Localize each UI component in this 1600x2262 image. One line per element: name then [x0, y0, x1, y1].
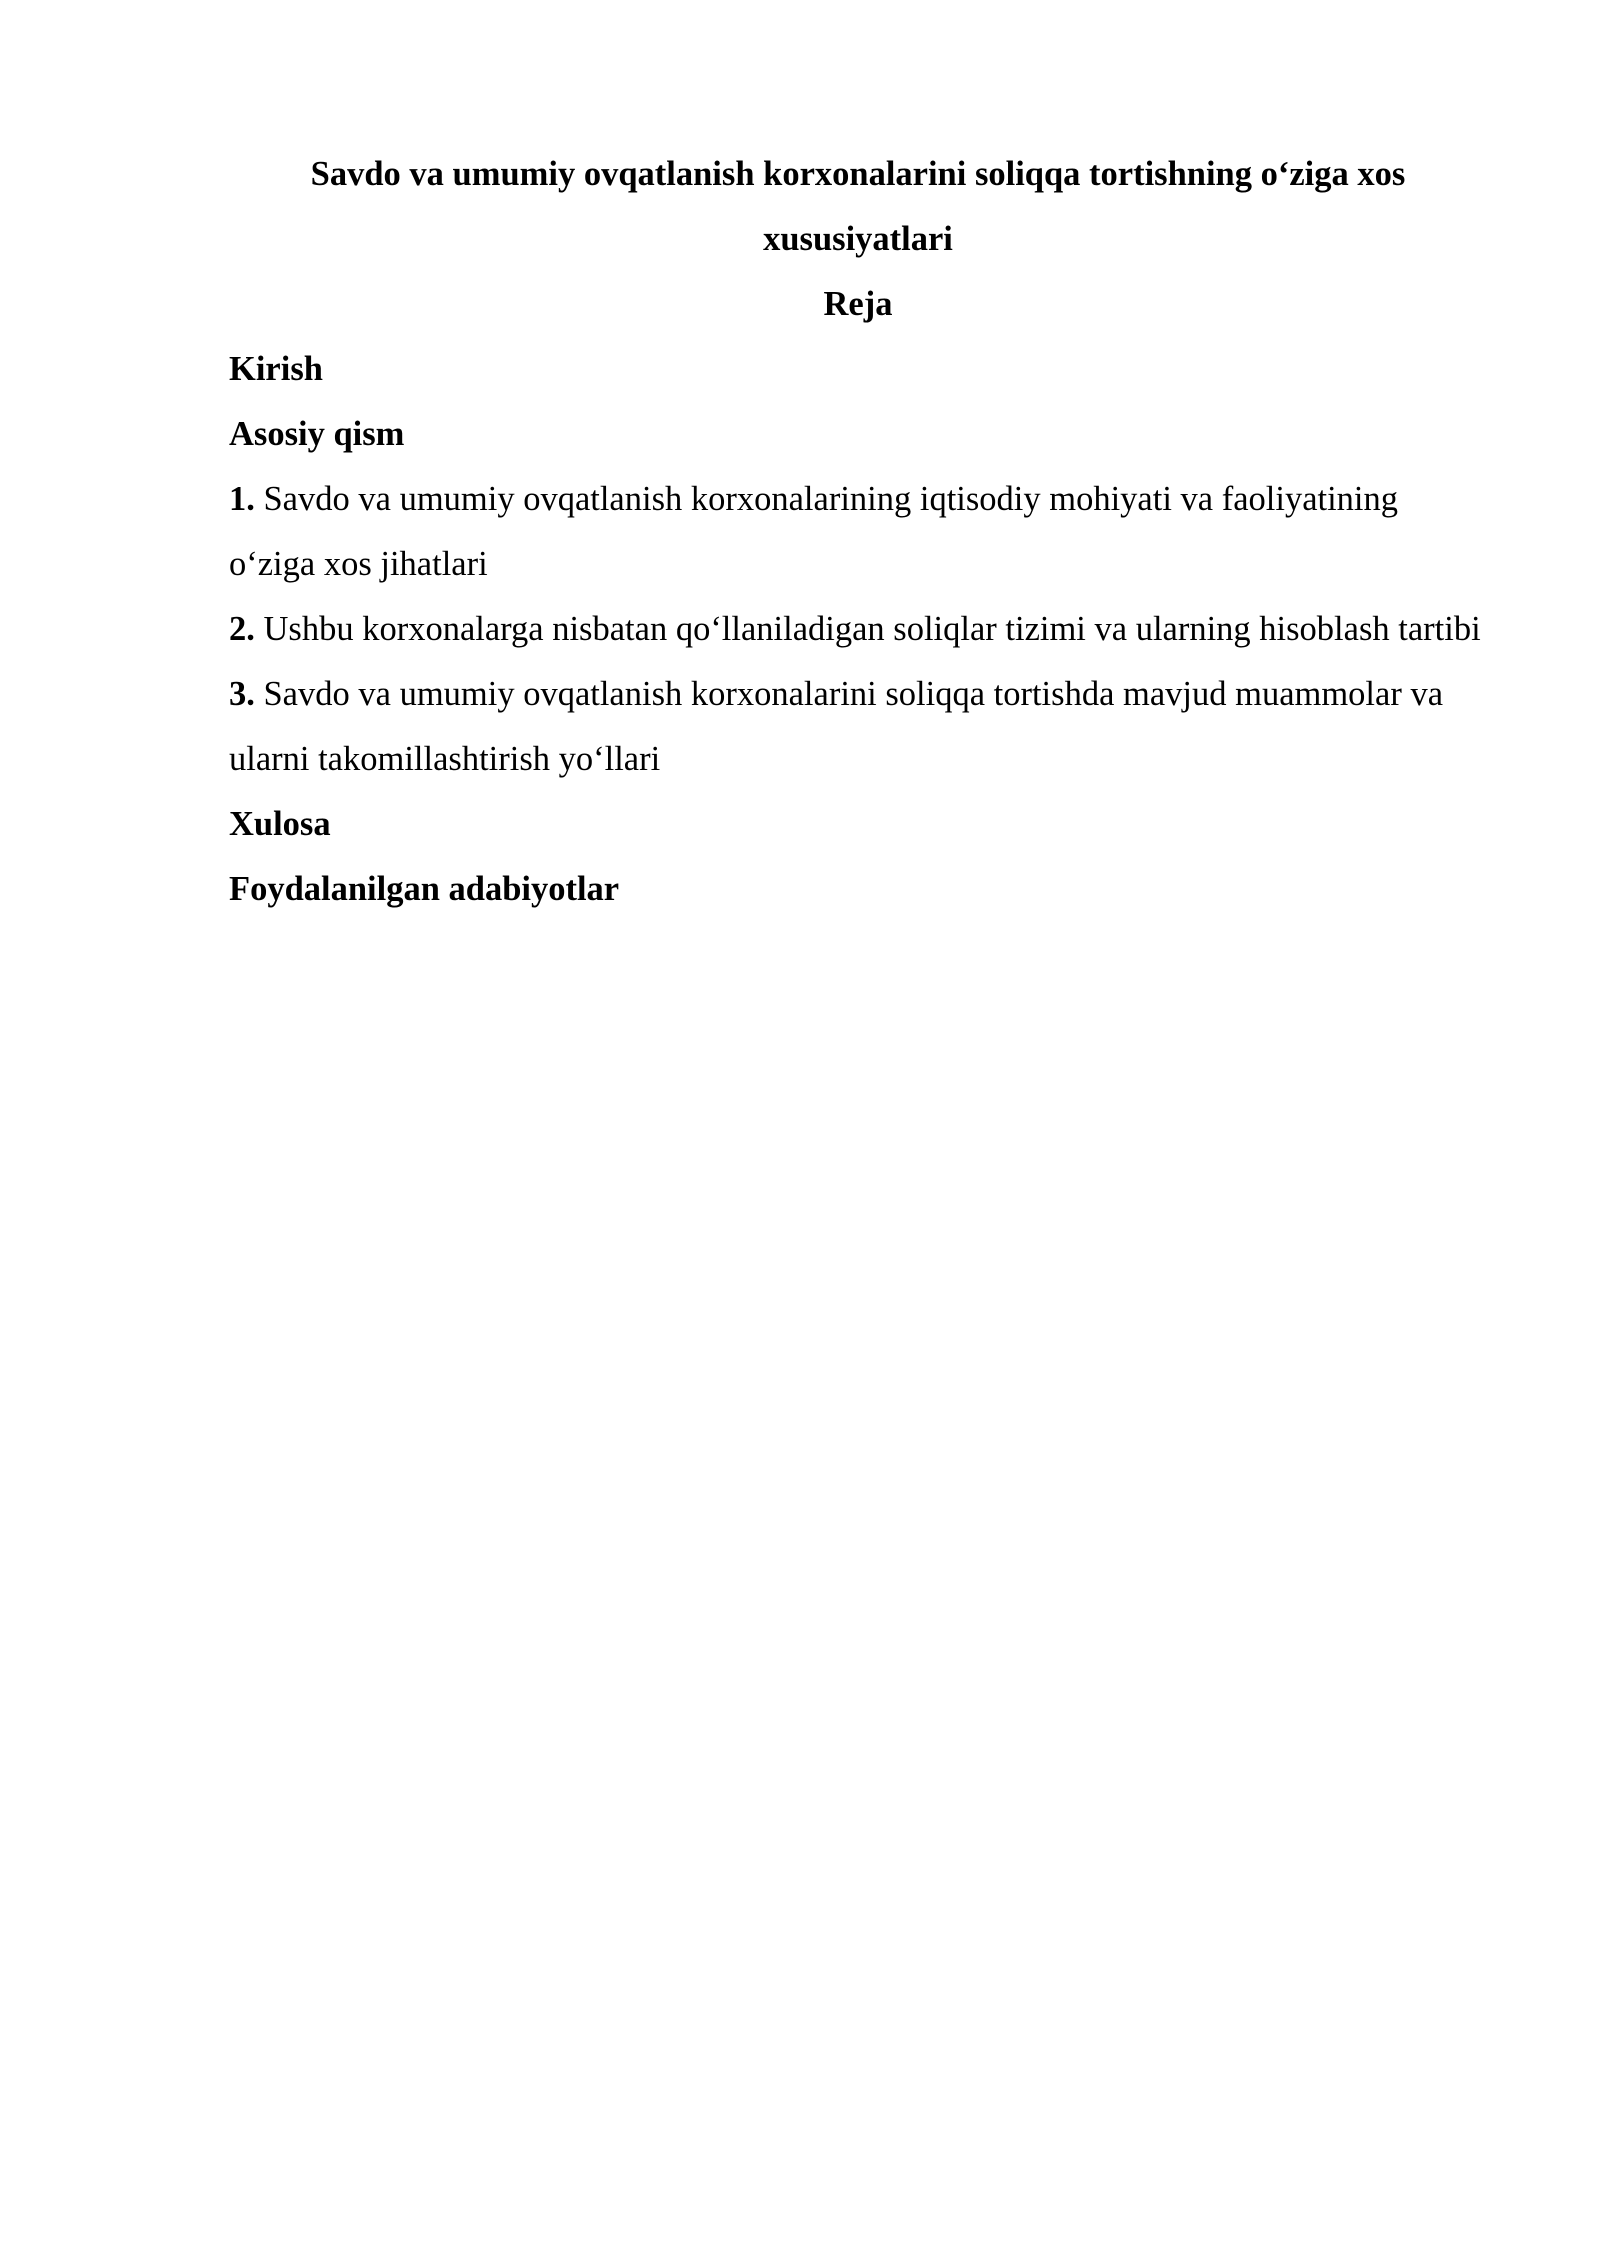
plan-item-3 — [229, 662, 1487, 792]
plan-item-number: 3. — [229, 675, 255, 713]
plan-item-2 — [229, 597, 1487, 662]
document-content — [229, 142, 1487, 922]
main-part-heading: Asosiy qism — [229, 415, 405, 453]
plan-heading: Reja — [823, 285, 893, 323]
plan-item-number: 1. — [229, 480, 255, 518]
intro-heading: Kirish — [229, 350, 323, 388]
plan-item-number: 2. — [229, 610, 255, 648]
references-heading: Foydalanilgan adabiyotlar — [229, 870, 620, 908]
plan-item-text: Savdo va umumiy ovqatlanish korxonalarini soliqqa tortishda mavjud muammolar va ularni takomillashtirish yo‘llari — [229, 675, 1444, 778]
document-title: Savdo va umumiy ovqatlanish korxonalarini soliqqa tortishning o‘ziga xos xususiyatlari — [310, 155, 1406, 258]
plan-item-text: Ushbu korxonalarga nisbatan qo‘llaniladigan soliqlar tizimi va ularning hisoblash tartibi — [263, 610, 1481, 648]
conclusion-heading: Xulosa — [229, 805, 331, 843]
plan-item-1 — [229, 467, 1487, 597]
plan-item-text: Savdo va umumiy ovqatlanish korxonalarining iqtisodiy mohiyati va faoliyatining o‘ziga xos jihatlari — [229, 480, 1399, 583]
